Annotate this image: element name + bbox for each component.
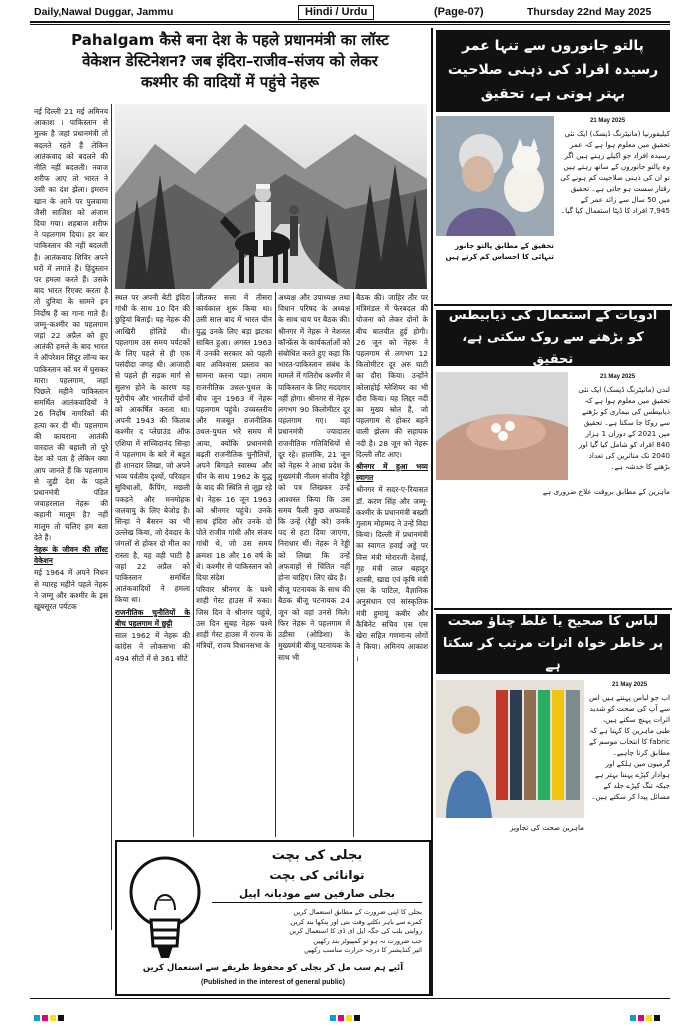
registration-marks-right [630, 1006, 662, 1025]
cyan-swatch [630, 1015, 636, 1021]
column-2-text: स्थल पर अपनी बेटी इंदिरा गांधी के साथ 10 दिन की छुट्टियां बिताईं। यह नेहरू की आखिरी होलिडे थी। पहलगाम उस समय पर्यटकों के लिए पहले से ही एक पसंदीदा जगह थी। आजादी से पहले ही सड़क मार्ग से सुलभ होने के कारण यह यूरोपीय और भारतीयों दोनों को आकर्षित करता था। अपनी 1943 की किताब कश्मीर द प्लेग्राउंड ऑफ एशिया में सच्चिदानंद सिन्हा ने पहलगाम के बारे में बहुत ही शानदार लिखा, जो अपने भव्य पर्वतीय दृश्यों, परिवहन सुविधाओं, कैंपिंग, मछली पकड़ने और मनमोहक जलवायु के लिए बेजोड़ है। सिन्हा ने बैसरन का भी उल्लेख किया, जो देवदार के जंगलों से होकर दो मील का रास्ता है, यह वही घाटी है जहां 22 अप्रैल को पाकिस्तान समर्थित आतंकवादियों ने हमला किया था। [115, 293, 190, 605]
advert-heading-2: توانائی کی بچت [269, 868, 365, 882]
registration-marks-center [330, 1006, 362, 1025]
urdu-headline-3: لباس کا صحیح یا غلط چناؤ صحت پر خاطر خواہ اثرات مرتب کر سکتا ہے [436, 614, 670, 674]
hand-pills-photo [436, 372, 568, 480]
column-divider [111, 104, 112, 930]
column-5-subheading: श्रीनगर में हुआ भव्य स्वागत [356, 462, 428, 483]
article-column-1 [34, 106, 108, 931]
column-3-text: जीतकर सत्ता में तीसरा कार्यकाल शुरू किया था। उसी साल बाद में भारत चीन युद्ध उनके लिए बड़ा झटका साबित हुआ। अगस्त 1963 में उनकी सरकार को पहली बार अविश्वास प्रस्ताव का सामना करना पड़ा। तमाम राजनीतिक उथल-पुथल के बीच जून 1963 में नेहरू पहलगाम पहुंचे। उच्चस्तरीय और मजबूत राजनीतिक उथल-पुथल भरे समय में आया, क्योंकि प्रधानमंत्री बढ़ती राजनीतिक चुनौतियों, अपने बिगड़ते स्वास्थ्य और चीन के साथ 1962 के युद्ध के बाद की स्थिति से जूझ रहे थे। नेहरू 16 जून 1963 को श्रीनगर पहुंचे। उनके साथ इंदिरा और उनके दो पोते राजीव गांधी और संजय गांधी थे, जो उस समय क्रमशः 18 और 16 वर्ष के थे। कश्मीर से पाकिस्तान को दिया संदेश [196, 293, 272, 583]
nehru-horseback-photo [115, 104, 427, 289]
advert-point: جب ضرورت نہ ہو تو کمپیوٹر بند رکھیں [313, 936, 422, 945]
main-headline [32, 30, 428, 93]
language-label: Hindi / Urdu [298, 5, 374, 20]
urdu-article-2-caption: ماہرین کے مطابق بروقت علاج ضروری ہے [542, 487, 670, 496]
advert-footer: آئیے ہم سب مل کر بجلی کو محفوظ طریقے سے استعمال کریں [142, 963, 404, 973]
mountain-trail-illustration [115, 104, 427, 289]
section-divider [431, 28, 433, 996]
column-5-text: बैठक की। जाहिर तौर पर मंत्रिमंडल में फेरबदल की योजना को लेकर दोनों के बीच बातचीत हुई होगी। 26 जून को नेहरू ने पहलगाम से लगभग 12 किलोमीटर दूर अरु घाटी का दौरा किया। उन्होंने कोलाहोई ग्लेशियर का भी दौरा किया। यह लिद्दर नदी का मुख्य स्रोत है, जो पहलगाम से होकर बहने वाली झेलम की सहायक नदी है। 28 जून को नेहरू दिल्ली लौट आए। [356, 293, 428, 459]
registration-marks-left [34, 1006, 66, 1025]
column-divider [193, 292, 194, 837]
black-swatch [654, 1015, 660, 1021]
footer-rule [30, 998, 670, 999]
header-date: Thursday 22nd May 2025 [527, 6, 652, 18]
column-divider [275, 292, 276, 837]
column-4-tail: बीजू पटनायक के साथ की बैठक बीजू पटनायक 24 जून को वहां उनसे मिले। फिर नेहरू ने पहलगाम में उड़ीसा (ओडिशा) के मुख्यमंत्री बीजू पटनायक के साथ भी [278, 585, 350, 662]
advert-point: بجلی کا اپنی ضرورت کے مطابق استعمال کریں [293, 908, 422, 916]
woman-with-cat-illustration [436, 116, 554, 236]
advert-points [212, 908, 422, 956]
urdu-article-3-body: اب جو لباس پہنتے ہیں اس سے آپ کی صحت کو شدید اثرات پہنچ سکتے ہیں، طبی ماہرین کا کہنا ہے کہ fabric کا انتخاب موسم کے مطابق کرنا چاہیے۔ گرمیوں میں ہلکے اور ہوادار کپڑے پہننا بہتر ہے جبکہ تنگ کپڑے جلد کے مسائل پیدا کر سکتے ہیں۔ [588, 693, 670, 801]
article-2-date: 21 May 2025 [600, 374, 636, 380]
column-divider [353, 292, 354, 837]
magenta-swatch [638, 1015, 644, 1021]
article-column-5 [356, 292, 428, 837]
advert-point: ائیر کنڈیشنر کا درجہ حرارت مناسب رکھیں [304, 946, 422, 954]
headline-line-1: Pahalgam कैसे बना देश के पहले प्रधानमंत्री का लॉस्ट [71, 31, 389, 49]
black-swatch [354, 1015, 360, 1021]
column-1-tail: मई 1964 में अपने निधन से ग्यारह महीने पहले नेहरू ने जम्मू और कश्मीर के इस खूबसूरत पर्यटक [34, 568, 108, 611]
column-5-tail: श्रीनगर में सदर-ए-रियासत डॉ. करण सिंह और जम्मू-कश्मीर के प्रधानमंत्री बख्शी गुलाम मोहम्मद ने उन्हें विदा किया। दिल्ली में प्रधानमंत्री का स्वागत हवाई अड्डे पर वित्त मंत्री मोरारजी देसाई, गृह मंत्री लाल बहादुर शास्त्री, खाद्य एवं कृषि मंत्री एस के पाटिल, वैज्ञानिक अनुसंधान एवं सांस्कृतिक मंत्री हुमायूं कबीर और कैबिनेट सचिव एस एस खेरा सहित गणमान्य लोगों ने किया। अमिनय आकाश । [356, 485, 428, 663]
column-4-text: अध्यक्ष और उपाध्यक्ष तथा विधान परिषद के अध्यक्ष के साथ चाय पर बैठक की। श्रीनगर में नेहरू ने नेशनल कॉन्फ्रेंस के कार्यकर्ताओं को संबोधित करते हुए कहा कि भारत-पाकिस्तान संबंध के मामले में गतिरोध कश्मीर में पाकिस्तान के लिए मददगार नहीं होगा। श्रीनगर से नेहरू लगभग 90 किलोमीटर दूर पहलगाम गए। वहां प्रधानमंत्री ज्यादातर राजनीतिक गतिविधियों से दूर रहे। हालांकि, 21 जून को नेहरू ने आधा प्रदेश के मुख्यमंत्री नीलम संजीव रेड्डी को पत्र लिखकर उन्हें आश्वस्त किया कि उस समय फैली कुछ अफवाहें कि उन्हें (रेड्डी को) उनके पद से हटा दिया जाएगा, निराधार थीं। नेहरू ने रेड्डी को लिखा कि उन्हें अफवाहों से चिंतित नहीं होना चाहिए। लिए खेद है। [278, 293, 350, 583]
header-rule-thin [30, 24, 670, 25]
advert-credit: (Published in the interest of general public) [201, 979, 345, 986]
column-2-subheading: राजनीतिक चुनौतियों के बीच पहलगाम में छुट्टी [115, 607, 190, 628]
column-2-tail: साल 1962 में नेहरू की कांग्रेस ने लोकसभा की 494 सीटों में से 361 सीटें [115, 631, 190, 663]
elderly-woman-cat-photo [436, 116, 554, 236]
article-column-2 [115, 292, 190, 837]
column-1-subheading: नेहरू के जीवन की लॉस्ट वेकेशन [34, 544, 108, 566]
headline-line-3: कश्मीर की वादियों में पहुंचे नेहरू [141, 73, 319, 91]
article-column-4 [278, 292, 350, 837]
article-rule [434, 608, 672, 610]
article-1-date: 21 May 2025 [590, 118, 626, 124]
black-swatch [58, 1015, 64, 1021]
yellow-swatch [50, 1015, 56, 1021]
urdu-article-3-caption: ماہرین صحت کی تجاویز [509, 823, 584, 832]
urdu-article-1-caption: تحقیق کے مطابق پالتو جانور تنہائی کا احساس کم کرتے ہیں [445, 241, 554, 261]
urdu-article-1-body: کیلیفورنیا (مانیٹرنگ ڈیسک) ایک نئی تحقیق میں معلوم ہوا ہے کہ عمر رسیدہ افراد جو اکیلے رہتے ہیں اگر وہ پالتو جانوروں کے ساتھ رہتے ہیں تو ان کی ذہنی صلاحیت کم ہونے کی رفتار سست ہو جاتی ہے۔ تحقیق میں 50 سال سے زائد عمر کے 7,945 افراد کا ڈیٹا استعمال کیا گیا۔ [560, 129, 670, 215]
yellow-swatch [646, 1015, 652, 1021]
cyan-swatch [34, 1015, 40, 1021]
article-column-3 [196, 292, 272, 837]
column-1-intro: नई दिल्ली 21 मई अमिनय आकाश । पाकिस्तान से मुल्क है जहां प्रधानमंत्री तो बदलते रहते हैं लेकिन आतंकवाद को बदलने की नीति नहीं बदलती। नवाज शरीफ आए तो भारत ने उसी का दंश झेला। इमरान खान के आने पर पुलवामा जैसी साजिश को अंजाम दिया गया। शहबाज शरीफ ने पहलगाम दिया। हर बार पाकिस्तान की नहीं बदलती है। आतंकवाद शिविर अपने घरों में लगाते हैं। हिंदुस्तान पर हमला करते हैं। उसके बाद भारत रिएक्ट करता है तो दुनिया के सामने इन निर्दोष हैं का गाना गाते हैं। जम्मू–कश्मीर का पहलगाम जहां 22 अप्रैल को हुए आतंकी हमले के बाद भारत ने ऑपरेशन सिंदूर लॉन्च कर पाकिस्तान को घर में घुसकर मारा। पहलगाम, जहां पिछले महीने पाकिस्तान समर्थित आतंकवादियों ने 26 निर्दोष नागरिकों की हत्या कर दी थी। पहलगाम की कायराना आतंकी वारदात की बहाली तो पूरे देश को पता है लेकिन क्या आप जानते हैं कि पहलगाम से जुड़ी देश के पहले प्रधानमंत्री पंडित जवाहरलाल नेहरू की कहानी मालूम है? नहीं मालूम तो चलिए हम बता देते हैं। [34, 107, 108, 542]
urdu-article-2-body: لندن (مانیٹرنگ ڈیسک) ایک نئی تحقیق میں معلوم ہوا ہے کہ ذیابیطس کی بیماری کو بڑھنے سے روکا جا سکتا ہے۔ تحقیق میں 2021 کے دوران 1 ہزار 840 افراد کو شامل کیا گیا اور 2040 تک متاثرین کی تعداد بڑھنے کا خدشہ ہے۔ [578, 385, 670, 471]
woman-shopping-clothes-illustration [436, 680, 584, 818]
electricity-saving-advert [115, 840, 431, 996]
advert-point: روایتی بلب کی جگہ ایل ای ڈی کا استعمال کریں [289, 927, 422, 935]
magenta-swatch [42, 1015, 48, 1021]
advert-heading-3: بجلی صارفین سے مودبانہ اپیل [212, 888, 422, 903]
cyan-swatch [330, 1015, 336, 1021]
column-3-tail: परिवार श्रीनगर के चश्मे शाही गेस्ट हाउस में रुका। जिस दिन वे श्रीनगर पहुंचे, उस दिन सुबह नेहरू चश्मे शाही गेस्ट हाउस में राज्य के मंत्रियों, राज्य विधानसभा के [196, 585, 272, 651]
header-rule [30, 21, 670, 23]
magenta-swatch [338, 1015, 344, 1021]
light-bulb-icon [125, 850, 205, 980]
hand-with-pills-illustration [436, 372, 568, 480]
urdu-headline-2: ادویات کے استعمال کی ذیابیطس کو بڑھنے سے روک سکتی ہے، تحقیق [436, 310, 670, 366]
urdu-headline-1: پالتو جانوروں سے تنہا عمر رسیدہ افراد کی ذہنی صلاحیت بہتر ہوتی ہے، تحقیق [436, 30, 670, 112]
clothing-rack-photo [436, 680, 584, 818]
article-3-date: 21 May 2025 [612, 682, 648, 688]
advert-heading-1: بجلی کی بچت [271, 848, 363, 863]
paper-name: Daily,Nawal Duggar, Jammu [34, 6, 174, 18]
page-number: (Page-07) [434, 6, 484, 18]
headline-line-2: वेकेशन डेस्टिनेशन? जब इंदिरा–राजीव–संजय को लेकर [82, 52, 378, 70]
yellow-swatch [346, 1015, 352, 1021]
advert-point: کمرے سے باہر نکلتے وقت بتی اور پنکھا بند کریں [290, 917, 422, 926]
